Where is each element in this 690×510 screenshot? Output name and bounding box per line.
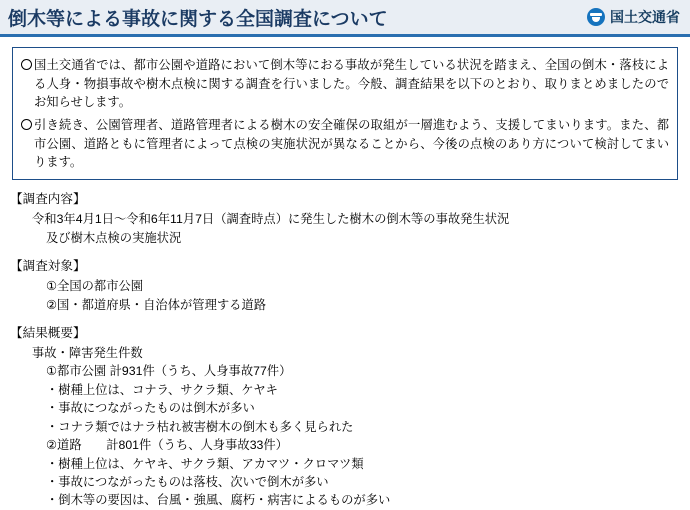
result-line: ・樹種上位は、ケヤキ、サクラ類、アカマツ・クロマツ類 [46,456,364,471]
summary-bullet-text: 引き続き、公園管理者、道路管理者による樹木の安全確保の取組が一層進むよう、支援してまいります。また、都市公園、道路ともに管理者によって点検の実施状況が異なることから、今後の点検のあり方について検討してまいります。 [34,118,669,170]
section-survey-target [10,257,680,315]
result-line: ・事故につながったものは倒木が多い [46,401,255,416]
section-heading: 【調査対象】 [10,259,86,274]
result-line: ・倒木等の要因は、台風・強風、腐朽・病害によるものが多い [46,493,391,508]
section-line: 令和3年4月1日～令和6年11月7日（調査時点）に発生した樹木の倒木等の事故発生状況 [32,212,510,227]
circle-bullet-icon [21,59,32,70]
section-survey-content [10,190,680,248]
ministry-logo-icon [587,8,605,26]
section-line: ②国・都道府県・自治体が管理する道路 [46,298,267,313]
page-title: 倒木等による事故に関する全国調査について [8,8,388,30]
result-line: ・事故につながったものは落枝、次いで倒木が多い [46,475,329,490]
section-heading: 【結果概要】 [10,326,86,341]
result-line: ①都市公園 計931件（うち、人身事故77件） [46,364,292,379]
summary-bullet-text: 国土交通省では、都市公園や道路において倒木等におる事故が発生している状況を踏まえ、全国の倒木・落枝による人身・物損事故や樹木点検に関する調査を行いました。今般、調査結果を以下のとおり、取りまとめましたのでお知らせします。 [34,58,669,110]
result-line: 事故・障害発生件数 [32,345,143,360]
section-line: ①全国の都市公園 [46,279,144,293]
summary-bullet [21,56,669,112]
section-results-summary [10,324,680,510]
result-line: ・コナラ類ではナラ枯れ被害樹木の倒木も多く見られた [46,419,354,434]
section-line: 及び樹木点検の実施状況 [46,231,182,246]
results-body [10,344,680,510]
page-header [0,0,690,34]
circle-bullet-icon [21,119,32,130]
section-body [10,210,680,248]
summary-box [12,47,678,180]
page-content [0,37,690,510]
result-line: ②道路 計801件（うち、人身事故33件） [46,438,288,453]
section-heading: 【調査内容】 [10,192,86,207]
summary-bullet [21,116,669,172]
result-line: ・樹種上位は、コナラ、サクラ類、ケヤキ [46,382,278,397]
organization-branding [587,7,690,27]
section-body [10,277,680,315]
organization-name: 国土交通省 [610,9,680,25]
